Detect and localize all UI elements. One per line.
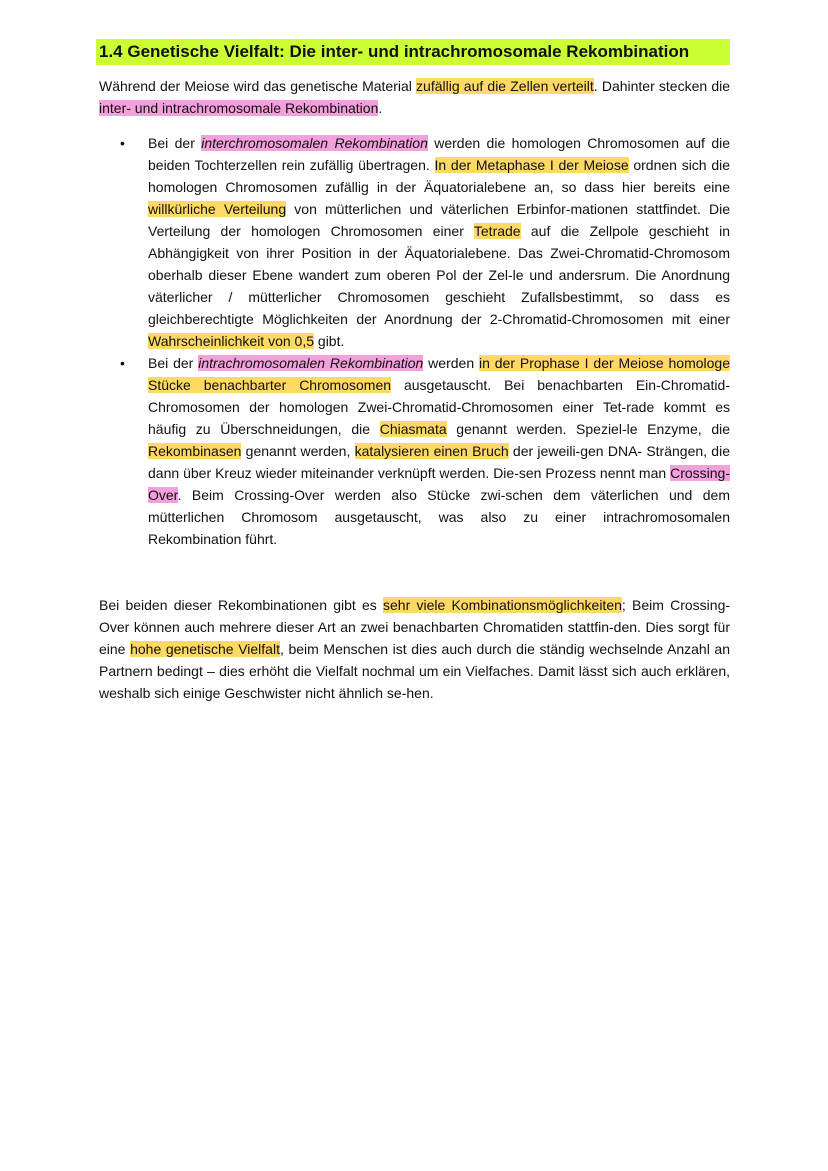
- closing-text: ; Beim Crossing-Over können auch mehrere dieser Art an zwei benachbarten Chromatiden stattfin-den. Dies sorgt für eine: [99, 597, 731, 657]
- closing-paragraph: [99, 594, 730, 704]
- highlight-arbitrary-distribution: willkürliche Verteilung: [148, 201, 287, 217]
- bullet-text: Bei der: [148, 135, 202, 151]
- closing-text: , beim Menschen ist dies auch durch die ständig wechselnde Anzahl an Partnern bedingt – dies erhöht die Vielfalt nochmal um ein Vielfaches. Damit lässt sich auch erklären, weshalb sich einige Geschwister nicht ähnlich se-hen.: [99, 641, 731, 701]
- highlight-intrachromosomal-term: intrachromosomalen Rekombination: [198, 355, 424, 371]
- bullet-text: ordnen sich die homologen Chromosomen zufällig in der Äquatorialebene an, so dass hier bereits eine: [148, 157, 731, 195]
- highlight-prophase: in der Prophase I der Meiose homologe Stücke benachbarter Chromosomen: [148, 355, 731, 393]
- bullet-list: [120, 132, 731, 550]
- bullet-text: gibt.: [314, 333, 345, 349]
- closing-text: Bei beiden dieser Rekombinationen gibt es: [99, 597, 384, 613]
- highlight-crossing-over: Crossing-Over: [148, 465, 730, 503]
- highlight-recombination-types: inter- und intrachromosomale Rekombination: [99, 100, 379, 116]
- highlight-combinations: sehr viele Kombinationsmöglichkeiten: [383, 597, 622, 613]
- highlight-chiasmata: Chiasmata: [379, 421, 447, 437]
- bullet-icon: •: [120, 355, 125, 371]
- bullet-text: werden: [423, 355, 479, 371]
- intro-text: .: [378, 100, 383, 116]
- intro-paragraph: [99, 75, 730, 119]
- bullet-text: ausgetauscht. Bei benachbarten Ein-Chromatid-Chromosomen der homologen Zwei-Chromatid-Chromosomen einer Tet-rade kommt es häufig zu Überschneidungen, die: [148, 377, 730, 437]
- highlight-break: katalysieren einen Bruch: [354, 443, 509, 459]
- bullet-text: genannt werden,: [241, 443, 355, 459]
- bullet-interchromosomal: [120, 132, 731, 352]
- highlight-interchromosomal-term: interchromosomalen Rekombination: [201, 135, 428, 151]
- highlight-rekombinasen: Rekombinasen: [148, 443, 242, 459]
- highlight-genetic-diversity: hohe genetische Vielfalt: [130, 641, 280, 657]
- bullet-intrachromosomal: [120, 352, 731, 550]
- bullet-text: werden die homologen Chromosomen auf die beiden Tochterzellen rein zufällig übertragen.: [148, 135, 731, 173]
- highlight-tetrade: Tetrade: [473, 223, 521, 239]
- highlight-random-distribution: zufällig auf die Zellen verteilt: [416, 78, 594, 94]
- bullet-text: von mütterlichen und väterlichen Erbinfor-mationen stattfindet. Die Verteilung der homologen Chromosomen einer: [148, 201, 731, 239]
- intro-text: Während der Meiose wird das genetische Material: [99, 78, 417, 94]
- bullet-text: genannt werden. Speziel-le Enzyme, die: [446, 421, 730, 437]
- bullet-text: Bei der: [148, 355, 199, 371]
- bullet-icon: •: [120, 135, 125, 151]
- bullet-text: . Beim Crossing-Over werden also Stücke zwi-schen dem väterlichen und dem mütterlichen Chromosom ausgetauscht, was also zu einer intrachromosomalen Rekombination führt.: [148, 487, 730, 547]
- highlight-metaphase: In der Metaphase I der Meiose: [434, 157, 629, 173]
- bullet-text: auf die Zellpole geschieht in Abhängigkeit von ihrer Position in der Äquatorialebene. Das Zwei-Chromatid-Chromosom oberhalb dieser Ebene wandert zum oberen Pol der Zel-le und andersrum. Die Anordnung väterlicher / mütterlicher Chromosomen geschieht Zufallsbestimmt, so dass es gleichberechtigte Möglichkeiten der Anordnung der 2-Chromatid-Chromosomen mit einer: [148, 223, 731, 327]
- section-title: 1.4 Genetische Vielfalt: Die inter- und intrachromosomale Rekombination: [96, 39, 730, 65]
- intro-text: . Dahinter stecken die: [593, 78, 730, 94]
- highlight-probability: Wahrscheinlichkeit von 0,5: [148, 333, 315, 349]
- bullet-text: der jeweili-gen DNA- Strängen, die dann über Kreuz wieder miteinander verknüpft werden. Die-sen Prozess nennt man: [148, 443, 730, 481]
